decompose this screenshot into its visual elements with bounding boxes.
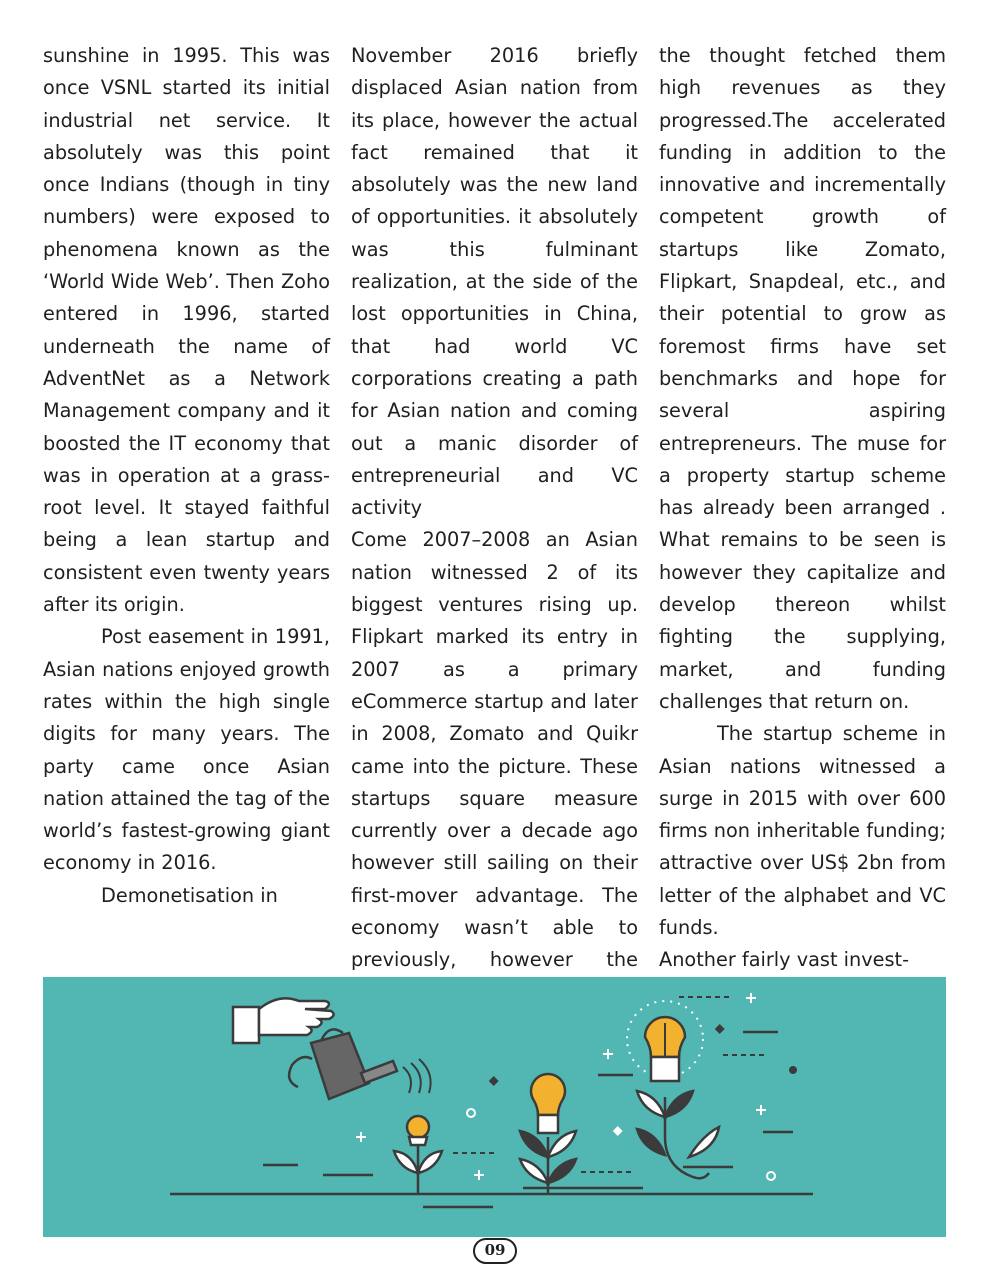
lightbulb-icon xyxy=(520,1074,576,1194)
startup-growth-illustration xyxy=(43,977,946,1237)
paragraph: Demonetisation in xyxy=(101,883,278,907)
hand-pointing-icon xyxy=(233,998,334,1043)
column-3 xyxy=(659,40,946,980)
seedling-icon xyxy=(394,1116,442,1194)
paragraph: The startup scheme in Asian nations witnessed a surge in 2015 with over 600 firms non inheritable funding; attractive over US$ 2bn from letter of the alphabet and VC funds. xyxy=(659,722,946,940)
paragraph: Another fairly vast invest- xyxy=(659,948,910,972)
column-1 xyxy=(43,40,330,980)
paragraph: sunshine in 1995. This was once VSNL started its initial industrial net service. It absolutely was this point once Indians (though in tiny numbers) were exposed to phenomena known as the ‘World Wide Web’. Then Zoho entered in 1996, started underneath the name of AdventNet as a Network Management company and it boosted the IT economy that was in operation at a grass-root level. It stayed faithful being a lean startup and consistent even twenty years after its origin. xyxy=(43,44,330,617)
watering-can-icon xyxy=(289,1029,431,1099)
paragraph: Come 2007–2008 an Asian nation witnessed 2 of its biggest ventures rising up. Flipkart marked its entry in 2007 as a primary eCommerce startup and later in 2008, Zomato and Quikr came into the picture. These startups square measure currently over a decade ago however still sailing on their first-mover advantage. The economy wasn’t able to previously, however the xyxy=(351,528,638,972)
sparkles xyxy=(356,993,797,1180)
column-2 xyxy=(351,40,638,980)
page-number: 09 xyxy=(473,1238,517,1264)
lightbulb-icon xyxy=(627,1001,719,1178)
paragraph: Post easement in 1991, Asian nations enjoyed growth rates within the high single digits for many years. The party came once Asian nation attained the tag of the world’s fastest-growing giant economy in 2016. xyxy=(43,625,330,875)
paragraph: November 2016 briefly displaced Asian nation from its place, however the actual fact remained that it absolutely was the new land of opportunities. it absolutely was this fulminant realization, at the side of the lost opportunities in China, that had world VC corporations creating a path for Asian nation and coming out a manic disorder of entrepreneurial and VC activity xyxy=(351,44,638,520)
paragraph: the thought fetched them high revenues as they progressed.The accelerated funding in addition to the innovative and incrementally competent growth of startups like Zomato, Flipkart, Snapdeal, etc., and their potential to grow as foremost firms have set benchmarks and hope for several aspiring entrepreneurs. The muse for a property startup scheme has already been arranged . What remains to be seen is however they capitalize and develop thereon whilst fighting the supplying, market, and funding challenges that return on. xyxy=(659,44,946,713)
ground-lines xyxy=(170,1032,813,1207)
article-columns xyxy=(43,40,946,980)
